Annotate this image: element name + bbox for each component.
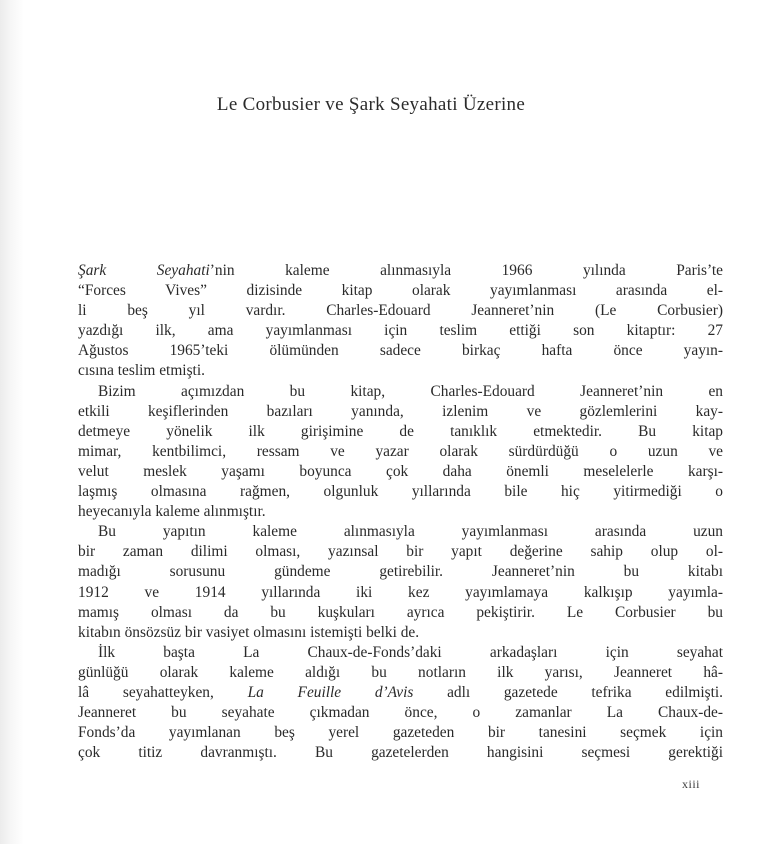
paragraph-1: [78, 261, 723, 382]
paragraph-3: [78, 522, 723, 643]
body-text: [78, 261, 723, 763]
text-line: cısına teslim etmişti.: [78, 362, 205, 380]
text-line: 1912 ve 1914 yıllarında iki kez yayımlamaya kalkışıp yayımla-: [78, 583, 723, 601]
page-title: Le Corbusier ve Şark Seyahati Üzerine: [216, 94, 526, 115]
text-line: Jeanneret bu seyahate çıkmadan önce, o zamanlar La Chaux-de-: [78, 704, 723, 722]
text-line: İlk başta La Chaux-de-Fonds’daki arkadaşları için seyahat: [98, 643, 723, 661]
text-line: madığı sorusunu gündeme getirebilir. Jeanneret’nin bu kitabı: [78, 563, 723, 581]
text-line: mimar, kentbilimci, ressam ve yazar olarak sürdürdüğü o uzun ve: [78, 442, 723, 460]
text-line: detmeye yönelik ilk girişimine de tanıklık etmektedir. Bu kitap: [78, 422, 723, 440]
text-line: bir zaman dilimi olması, yazınsal bir yapıt değerine sahip olup ol-: [78, 543, 723, 561]
text-line: laşmış olmasına rağmen, olgunluk yıllarında bile hiç yitirmediği o: [78, 483, 723, 501]
text-line: Fonds’da yayımlanan beş yerel gazeteden bir tanesini seçmek için: [78, 724, 723, 742]
text-line: Şark Seyahati’nin kaleme alınmasıyla 1966 yılında Paris’te: [78, 262, 723, 279]
text-line: kitabın önsözsüz bir vasiyet olmasını istemişti belki de.: [78, 623, 420, 641]
text-line: mamış olması da bu kuşkuları ayrıca pekiştirir. Le Corbusier bu: [78, 603, 723, 621]
newspaper-title-italic: La Feuille d’Avis: [247, 683, 414, 701]
text-line: “Forces Vives” dizisinde kitap olarak yayımlanması arasında el-: [78, 282, 723, 300]
text-line: etkili keşiflerinden bazıları yanında, izlenim ve gözlemlerini kay-: [78, 402, 723, 420]
text-line: li beş yıl vardır. Charles-Edouard Jeanneret’nin (Le Corbusier): [78, 302, 723, 320]
paragraph-4: [78, 643, 723, 764]
text-line: yazdığı ilk, ama yayımlanması için teslim ettiği son kitaptır: 27: [78, 322, 723, 340]
paragraph-2: [78, 382, 723, 523]
text-line: lâ seyahatteyken, La Feuille d’Avis adlı gazetede tefrika edilmişti.: [78, 683, 724, 701]
text-line: heyecanıyla kaleme alınmıştır.: [78, 503, 266, 521]
text-line: günlüğü olarak kaleme aldığı bu notların ilk yarısı, Jeanneret hâ-: [78, 663, 723, 681]
text-line: velut meslek yaşamı boyunca çok daha önemli meselelerle karşı-: [78, 462, 723, 480]
text-line: Bizim açımızdan bu kitap, Charles-Edouard Jeanneret’nin en: [98, 382, 723, 400]
page-number: xiii: [682, 777, 701, 791]
book-title-italic: Şark Seyahati: [78, 262, 210, 279]
text-line: çok titiz davranmıştı. Bu gazetelerden hangisini seçmesi gerektiği: [78, 744, 723, 762]
text-line: Ağustos 1965’teki ölümünden sadece birkaç hafta önce yayın-: [78, 342, 723, 360]
text-line: Bu yapıtın kaleme alınmasıyla yayımlanması arasında uzun: [98, 523, 723, 541]
page-gutter-shadow: [0, 0, 24, 844]
